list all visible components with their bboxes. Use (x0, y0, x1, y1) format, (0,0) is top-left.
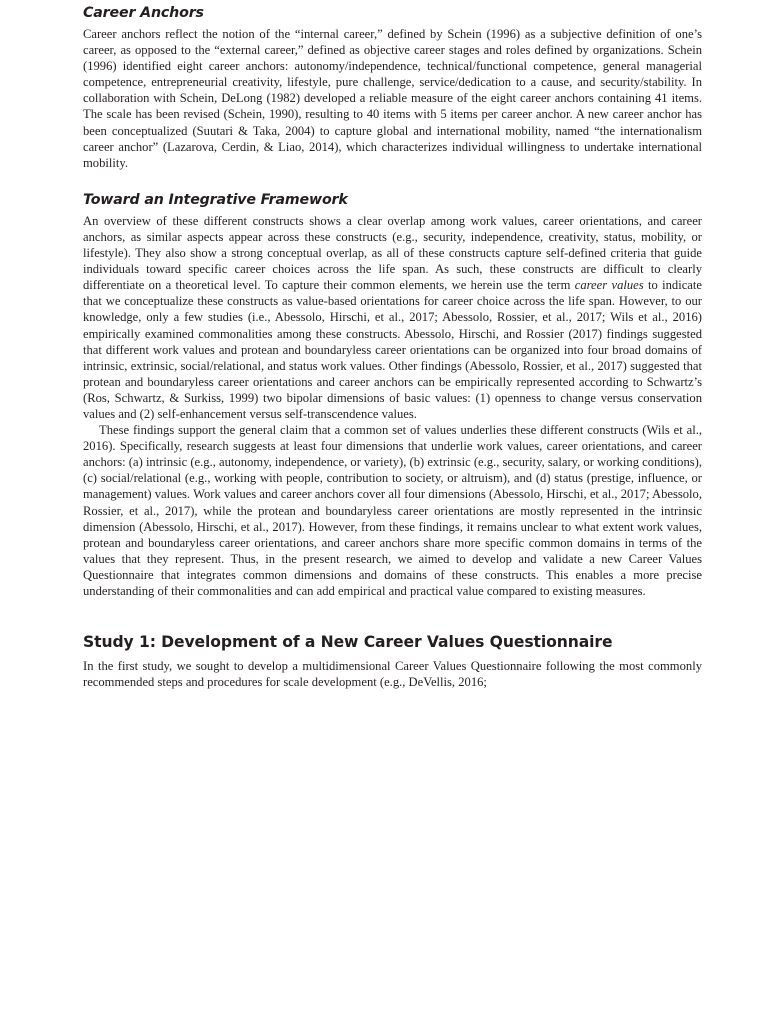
career-anchors-paragraph: Career anchors reflect the notion of the “internal career,” defined by Schein (1996) as a subjective definition of one’s career, as opposed to the “external career,” defined as objective career stages and roles defined by organizations. Schein (1996) identified eight career anchors: autonomy/independence, technical/functional competence, general managerial competence, entrepreneurial creativity, lifestyle, pure challenge, service/dedication to a cause, and security/stability. In collaboration with Schein, DeLong (1982) developed a reliable measure of the eight career anchors containing 41 items. The scale has been revised (Schein, 1990), resulting to 40 items with 5 items per career anchor. A new career anchor has been conceptualized (Suutari & Taka, 2004) to capture global and international mobility, named “the internationalism career anchor” (Lazarova, Cerdin, & Liao, 2014), which characterizes individual willingness to undertake international mobility. (83, 27, 702, 170)
integrative-framework-paragraph-2: These findings support the general claim that a common set of values underlies these different constructs (Wils et al., 2016). Specifically, research suggests at least four dimensions that underlie work values, career orientations, and career anchors: (a) intrinsic (e.g., autonomy, independence, or variety), (b) extrinsic (e.g., security, salary, or working conditions), (c) social/relational (e.g., working with people, contribution to society, or altruism), and (d) status (prestige, influence, or management) values. Work values and career anchors cover all four dimensions (Abessolo, Hirschi, et al., 2017; Abessolo, Rossier, et al., 2017), while the protean and boundaryless career orientations are mostly represented in the intrinsic dimension (Abessolo, Hirschi, et al., 2017). However, from these findings, it remains unclear to what extent work values, protean and boundaryless career orientations, and career anchors share more specific common domains in terms of the values that they represent. Thus, in the present research, we aimed to develop and validate a new Career Values Questionnaire that integrates common dimensions and domains of these constructs. This enables a more precise understanding of their commonalities and can add empirical and practical value compared to existing measures. (83, 423, 702, 598)
paragraph-1-text-before-term: An overview of these different constructs shows a clear overlap among work values, career orientations, and career anchors, as similar aspects appear across these constructs (e.g., security, independence, creativity, status, mobility, or lifestyle). They also show a strong conceptual overlap, as all of these constructs capture self-defined criteria that guide individuals toward specific career choices across the life span. As such, these constructs are difficult to clearly differentiate on a theoretical level. To capture their common elements, we herein use the term (83, 213, 702, 293)
study-1-heading: Study 1: Development of a New Career Values Questionnaire (83, 633, 613, 652)
career-anchors-heading: Career Anchors (83, 5, 204, 21)
paragraph-1-text-after-term: to indicate that we conceptualize these constructs as value-based orientations for career choice across the life span. However, to our knowledge, only a few studies (i.e., Abessolo, Hirschi, et al., 2017; Abessolo, Rossier, et al., 2017; Wils et al., 2016) empirically examined commonalities among these constructs. Abessolo, Hirschi, and Rossier (2017) findings suggested that different work values and protean and boundaryless career orientations can be organized into four broad domains of intrinsic, extrinsic, social/relational, and status work values. Other findings (Abessolo, Rossier, et al., 2017) suggested that protean and boundaryless career orientations and career anchors can be empirically represented according to Schwartz’s (Ros, Schwartz, & Surkiss, 1999) two bipolar dimensions of basic values: (1) openness to change versus conservation values and (2) self-enhancement versus self-transcendence values. (83, 278, 702, 421)
study-1-paragraph: In the first study, we sought to develop a multidimensional Career Values Questionnaire following the most commonly recommended steps and procedures for scale development (e.g., DeVellis, 2016; (83, 659, 702, 690)
career-values-term: career values (574, 278, 644, 293)
integrative-framework-heading: Toward an Integrative Framework (83, 191, 348, 208)
article-page (83, 0, 702, 690)
integrative-framework-paragraph-1 (83, 213, 702, 422)
